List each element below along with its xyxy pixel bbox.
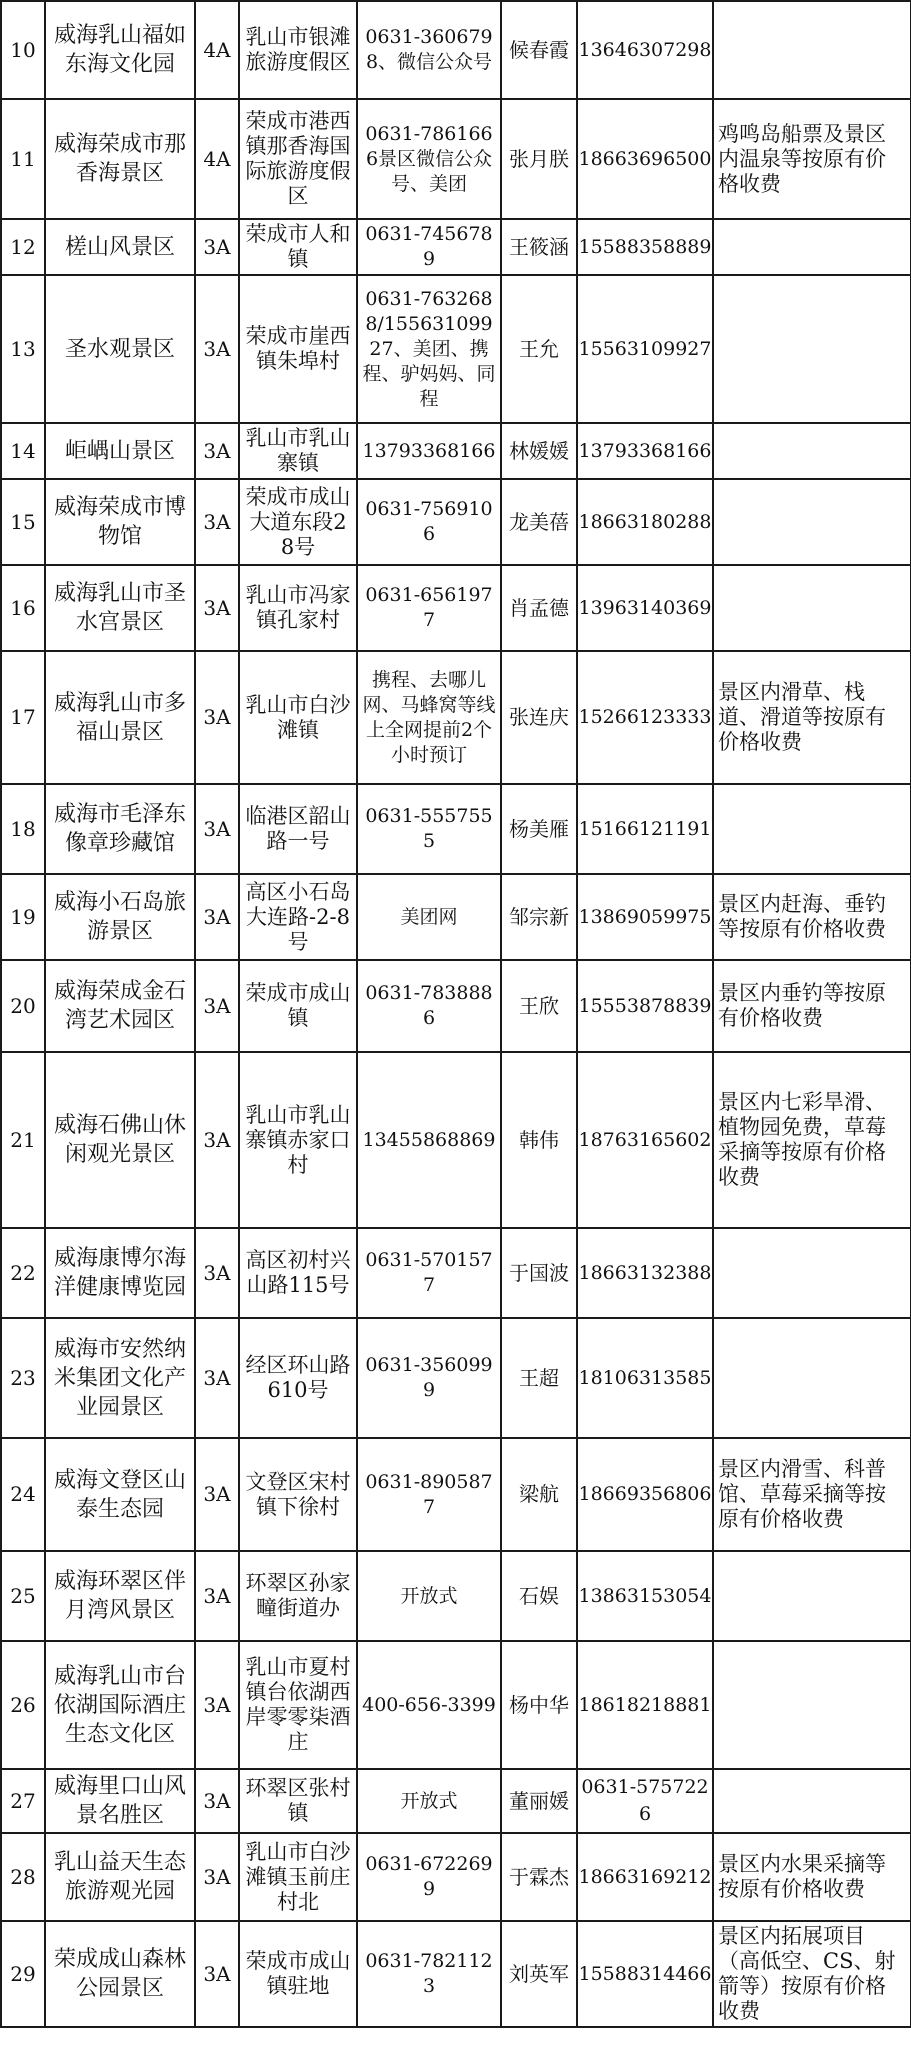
table-row bbox=[1, 784, 911, 874]
row-number-cell: 25 bbox=[1, 1551, 45, 1641]
pricing-note-cell: 景区内滑草、栈道、滑道等按原有价格收费 bbox=[713, 651, 911, 784]
contact-person-cell: 于霖杰 bbox=[501, 1833, 577, 1921]
scenic-area-address-cell: 乳山市白沙滩镇 bbox=[239, 651, 357, 784]
pricing-note-cell: 景区内水果采摘等按原有价格收费 bbox=[713, 1833, 911, 1921]
table-row bbox=[1, 1769, 911, 1833]
pricing-note-cell bbox=[713, 275, 911, 423]
contact-phone-cell: 18663169212 bbox=[577, 1833, 713, 1921]
contact-phone-cell: 15266123333 bbox=[577, 651, 713, 784]
scenic-area-level-cell: 3A bbox=[195, 651, 239, 784]
scenic-area-level-cell: 3A bbox=[195, 960, 239, 1052]
booking-method-cell: 0631-5701577 bbox=[357, 1228, 501, 1318]
row-number-cell: 27 bbox=[1, 1769, 45, 1833]
scenic-area-name-cell: 威海小石岛旅游景区 bbox=[45, 874, 195, 960]
scenic-area-address-cell: 高区初村兴山路115号 bbox=[239, 1228, 357, 1318]
row-number-cell: 22 bbox=[1, 1228, 45, 1318]
scenic-area-level-cell: 4A bbox=[195, 1, 239, 99]
booking-method-cell: 0631-7838886 bbox=[357, 960, 501, 1052]
table-row bbox=[1, 1, 911, 99]
booking-method-cell: 0631-7861666景区微信公众号、美团 bbox=[357, 99, 501, 219]
scenic-area-name-cell: 威海荣成市博物馆 bbox=[45, 479, 195, 565]
scenic-area-level-cell: 4A bbox=[195, 99, 239, 219]
table-row bbox=[1, 479, 911, 565]
table-row bbox=[1, 1641, 911, 1769]
contact-person-cell: 林媛媛 bbox=[501, 423, 577, 479]
scenic-area-level-cell: 3A bbox=[195, 784, 239, 874]
contact-phone-cell: 15563109927 bbox=[577, 275, 713, 423]
scenic-area-address-cell: 荣成市成山镇 bbox=[239, 960, 357, 1052]
scenic-area-name-cell: 威海康博尔海洋健康博览园 bbox=[45, 1228, 195, 1318]
contact-person-cell: 杨美雁 bbox=[501, 784, 577, 874]
booking-method-cell: 400-656-3399 bbox=[357, 1641, 501, 1769]
contact-phone-cell: 18669356806 bbox=[577, 1438, 713, 1551]
table-row bbox=[1, 219, 911, 275]
scenic-area-level-cell: 3A bbox=[195, 1228, 239, 1318]
contact-person-cell: 肖孟德 bbox=[501, 565, 577, 651]
pricing-note-cell bbox=[713, 1228, 911, 1318]
pricing-note-cell bbox=[713, 565, 911, 651]
booking-method-cell: 0631-7569106 bbox=[357, 479, 501, 565]
contact-phone-cell: 13863153054 bbox=[577, 1551, 713, 1641]
row-number-cell: 26 bbox=[1, 1641, 45, 1769]
scenic-area-address-cell: 经区环山路610号 bbox=[239, 1318, 357, 1438]
contact-phone-cell: 15588314466 bbox=[577, 1921, 713, 2027]
row-number-cell: 15 bbox=[1, 479, 45, 565]
scenic-area-address-cell: 荣成市成山镇驻地 bbox=[239, 1921, 357, 2027]
scenic-area-address-cell: 乳山市乳山寨镇 bbox=[239, 423, 357, 479]
contact-phone-cell: 18618218881 bbox=[577, 1641, 713, 1769]
contact-phone-cell: 18663180288 bbox=[577, 479, 713, 565]
contact-person-cell: 王允 bbox=[501, 275, 577, 423]
scenic-area-level-cell: 3A bbox=[195, 1318, 239, 1438]
contact-person-cell: 刘英军 bbox=[501, 1921, 577, 2027]
table-row bbox=[1, 99, 911, 219]
pricing-note-cell bbox=[713, 219, 911, 275]
row-number-cell: 21 bbox=[1, 1052, 45, 1228]
table-row bbox=[1, 651, 911, 784]
pricing-note-cell bbox=[713, 784, 911, 874]
contact-phone-cell: 15588358889 bbox=[577, 219, 713, 275]
contact-person-cell: 张连庆 bbox=[501, 651, 577, 784]
contact-person-cell: 梁航 bbox=[501, 1438, 577, 1551]
row-number-cell: 20 bbox=[1, 960, 45, 1052]
scenic-area-name-cell: 荣成成山森林公园景区 bbox=[45, 1921, 195, 2027]
pricing-note-cell bbox=[713, 479, 911, 565]
row-number-cell: 11 bbox=[1, 99, 45, 219]
booking-method-cell: 0631-7821123 bbox=[357, 1921, 501, 2027]
scenic-area-name-cell: 岠嵎山景区 bbox=[45, 423, 195, 479]
scenic-area-address-cell: 乳山市银滩旅游度假区 bbox=[239, 1, 357, 99]
scenic-area-name-cell: 威海乳山市多福山景区 bbox=[45, 651, 195, 784]
scenic-area-address-cell: 环翠区孙家疃街道办 bbox=[239, 1551, 357, 1641]
booking-method-cell: 0631-6561977 bbox=[357, 565, 501, 651]
pricing-note-cell bbox=[713, 1318, 911, 1438]
row-number-cell: 28 bbox=[1, 1833, 45, 1921]
row-number-cell: 16 bbox=[1, 565, 45, 651]
scenic-area-address-cell: 乳山市夏村镇台依湖西岸零零柒酒庄 bbox=[239, 1641, 357, 1769]
scenic-area-level-cell: 3A bbox=[195, 1052, 239, 1228]
row-number-cell: 23 bbox=[1, 1318, 45, 1438]
booking-method-cell: 13793368166 bbox=[357, 423, 501, 479]
scenic-area-name-cell: 威海里口山风景名胜区 bbox=[45, 1769, 195, 1833]
pricing-note-cell: 景区内七彩旱滑、植物园免费，草莓采摘等按原有价格收费 bbox=[713, 1052, 911, 1228]
pricing-note-cell: 景区内赶海、垂钓等按原有价格收费 bbox=[713, 874, 911, 960]
contact-phone-cell: 13793368166 bbox=[577, 423, 713, 479]
row-number-cell: 10 bbox=[1, 1, 45, 99]
scenic-area-address-cell: 高区小石岛大连路-2-8号 bbox=[239, 874, 357, 960]
booking-method-cell: 0631-5557555 bbox=[357, 784, 501, 874]
scenic-area-address-cell: 乳山市乳山寨镇赤家口村 bbox=[239, 1052, 357, 1228]
scenic-area-level-cell: 3A bbox=[195, 565, 239, 651]
table-row bbox=[1, 960, 911, 1052]
table-row bbox=[1, 423, 911, 479]
scenic-area-address-cell: 乳山市冯家镇孔家村 bbox=[239, 565, 357, 651]
pricing-note-cell bbox=[713, 1, 911, 99]
pricing-note-cell bbox=[713, 1769, 911, 1833]
scenic-area-address-cell: 环翠区张村镇 bbox=[239, 1769, 357, 1833]
scenic-area-address-cell: 文登区宋村镇下徐村 bbox=[239, 1438, 357, 1551]
scenic-area-name-cell: 威海市安然纳米集团文化产业园景区 bbox=[45, 1318, 195, 1438]
row-number-cell: 14 bbox=[1, 423, 45, 479]
scenic-area-level-cell: 3A bbox=[195, 1921, 239, 2027]
scenic-area-name-cell: 威海荣成金石湾艺术园区 bbox=[45, 960, 195, 1052]
contact-phone-cell: 18663696500 bbox=[577, 99, 713, 219]
contact-phone-cell: 18763165602 bbox=[577, 1052, 713, 1228]
scenic-area-level-cell: 3A bbox=[195, 874, 239, 960]
contact-person-cell: 候春霞 bbox=[501, 1, 577, 99]
contact-person-cell: 董丽媛 bbox=[501, 1769, 577, 1833]
scenic-area-name-cell: 威海荣成市那香海景区 bbox=[45, 99, 195, 219]
contact-person-cell: 邹宗新 bbox=[501, 874, 577, 960]
booking-method-cell: 0631-8905877 bbox=[357, 1438, 501, 1551]
scenic-area-level-cell: 3A bbox=[195, 1641, 239, 1769]
scenic-area-name-cell: 威海乳山市圣水宫景区 bbox=[45, 565, 195, 651]
scenic-area-name-cell: 威海石佛山休闲观光景区 bbox=[45, 1052, 195, 1228]
scenic-area-level-cell: 3A bbox=[195, 1438, 239, 1551]
row-number-cell: 19 bbox=[1, 874, 45, 960]
contact-phone-cell: 13869059975 bbox=[577, 874, 713, 960]
table-row bbox=[1, 874, 911, 960]
row-number-cell: 18 bbox=[1, 784, 45, 874]
booking-method-cell: 0631-6722699 bbox=[357, 1833, 501, 1921]
table-row bbox=[1, 1438, 911, 1551]
scenic-area-name-cell: 威海环翠区伴月湾风景区 bbox=[45, 1551, 195, 1641]
scenic-area-level-cell: 3A bbox=[195, 1833, 239, 1921]
pricing-note-cell: 鸡鸣岛船票及景区内温泉等按原有价格收费 bbox=[713, 99, 911, 219]
table-row bbox=[1, 275, 911, 423]
table-row bbox=[1, 1318, 911, 1438]
booking-method-cell: 携程、去哪儿网、马蜂窝等线上全网提前2个小时预订 bbox=[357, 651, 501, 784]
scenic-area-name-cell: 槎山风景区 bbox=[45, 219, 195, 275]
table-row bbox=[1, 1052, 911, 1228]
contact-person-cell: 韩伟 bbox=[501, 1052, 577, 1228]
contact-phone-cell: 13646307298 bbox=[577, 1, 713, 99]
row-number-cell: 24 bbox=[1, 1438, 45, 1551]
table-body bbox=[1, 1, 911, 2027]
pricing-note-cell bbox=[713, 1551, 911, 1641]
contact-phone-cell: 13963140369 bbox=[577, 565, 713, 651]
scenic-area-name-cell: 威海乳山福如东海文化园 bbox=[45, 1, 195, 99]
row-number-cell: 29 bbox=[1, 1921, 45, 2027]
pricing-note-cell bbox=[713, 1641, 911, 1769]
scenic-area-address-cell: 荣成市港西镇那香海国际旅游度假区 bbox=[239, 99, 357, 219]
row-number-cell: 13 bbox=[1, 275, 45, 423]
contact-phone-cell: 15166121191 bbox=[577, 784, 713, 874]
scenic-area-name-cell: 圣水观景区 bbox=[45, 275, 195, 423]
booking-method-cell: 0631-3560999 bbox=[357, 1318, 501, 1438]
scenic-area-address-cell: 临港区韶山路一号 bbox=[239, 784, 357, 874]
contact-person-cell: 石娱 bbox=[501, 1551, 577, 1641]
scenic-area-level-cell: 3A bbox=[195, 423, 239, 479]
booking-method-cell: 开放式 bbox=[357, 1769, 501, 1833]
scenic-area-level-cell: 3A bbox=[195, 479, 239, 565]
contact-person-cell: 张月朕 bbox=[501, 99, 577, 219]
contact-person-cell: 王筱涵 bbox=[501, 219, 577, 275]
booking-method-cell: 美团网 bbox=[357, 874, 501, 960]
table-row bbox=[1, 1833, 911, 1921]
scenic-area-name-cell: 威海乳山市台依湖国际酒庄生态文化区 bbox=[45, 1641, 195, 1769]
row-number-cell: 12 bbox=[1, 219, 45, 275]
table-row bbox=[1, 565, 911, 651]
booking-method-cell: 开放式 bbox=[357, 1551, 501, 1641]
scenic-area-address-cell: 荣成市人和镇 bbox=[239, 219, 357, 275]
contact-phone-cell: 0631-5757226 bbox=[577, 1769, 713, 1833]
booking-method-cell: 13455868869 bbox=[357, 1052, 501, 1228]
pricing-note-cell: 景区内滑雪、科普馆、草莓采摘等按原有价格收费 bbox=[713, 1438, 911, 1551]
contact-phone-cell: 18663132388 bbox=[577, 1228, 713, 1318]
table-row bbox=[1, 1551, 911, 1641]
contact-person-cell: 杨中华 bbox=[501, 1641, 577, 1769]
scenic-area-level-cell: 3A bbox=[195, 219, 239, 275]
contact-person-cell: 于国波 bbox=[501, 1228, 577, 1318]
contact-phone-cell: 18106313585 bbox=[577, 1318, 713, 1438]
scenic-area-name-cell: 威海市毛泽东像章珍藏馆 bbox=[45, 784, 195, 874]
scenic-area-level-cell: 3A bbox=[195, 1769, 239, 1833]
table-row bbox=[1, 1921, 911, 2027]
booking-method-cell: 0631-7456789 bbox=[357, 219, 501, 275]
contact-phone-cell: 15553878839 bbox=[577, 960, 713, 1052]
scenic-area-level-cell: 3A bbox=[195, 1551, 239, 1641]
pricing-note-cell bbox=[713, 423, 911, 479]
row-number-cell: 17 bbox=[1, 651, 45, 784]
scenic-area-name-cell: 威海文登区山泰生态园 bbox=[45, 1438, 195, 1551]
scenic-area-address-cell: 乳山市白沙滩镇玉前庄村北 bbox=[239, 1833, 357, 1921]
booking-method-cell: 0631-7632688/15563109927、美团、携程、驴妈妈、同程 bbox=[357, 275, 501, 423]
pricing-note-cell: 景区内垂钓等按原有价格收费 bbox=[713, 960, 911, 1052]
scenic-area-address-cell: 荣成市崖西镇朱埠村 bbox=[239, 275, 357, 423]
scenic-area-address-cell: 荣成市成山大道东段28号 bbox=[239, 479, 357, 565]
table-row bbox=[1, 1228, 911, 1318]
contact-person-cell: 王超 bbox=[501, 1318, 577, 1438]
booking-method-cell: 0631-3606798、微信公众号 bbox=[357, 1, 501, 99]
scenic-area-level-cell: 3A bbox=[195, 275, 239, 423]
scenic-area-name-cell: 乳山益天生态旅游观光园 bbox=[45, 1833, 195, 1921]
contact-person-cell: 王欣 bbox=[501, 960, 577, 1052]
pricing-note-cell: 景区内拓展项目（高低空、CS、射箭等）按原有价格收费 bbox=[713, 1921, 911, 2027]
contact-person-cell: 龙美蓓 bbox=[501, 479, 577, 565]
